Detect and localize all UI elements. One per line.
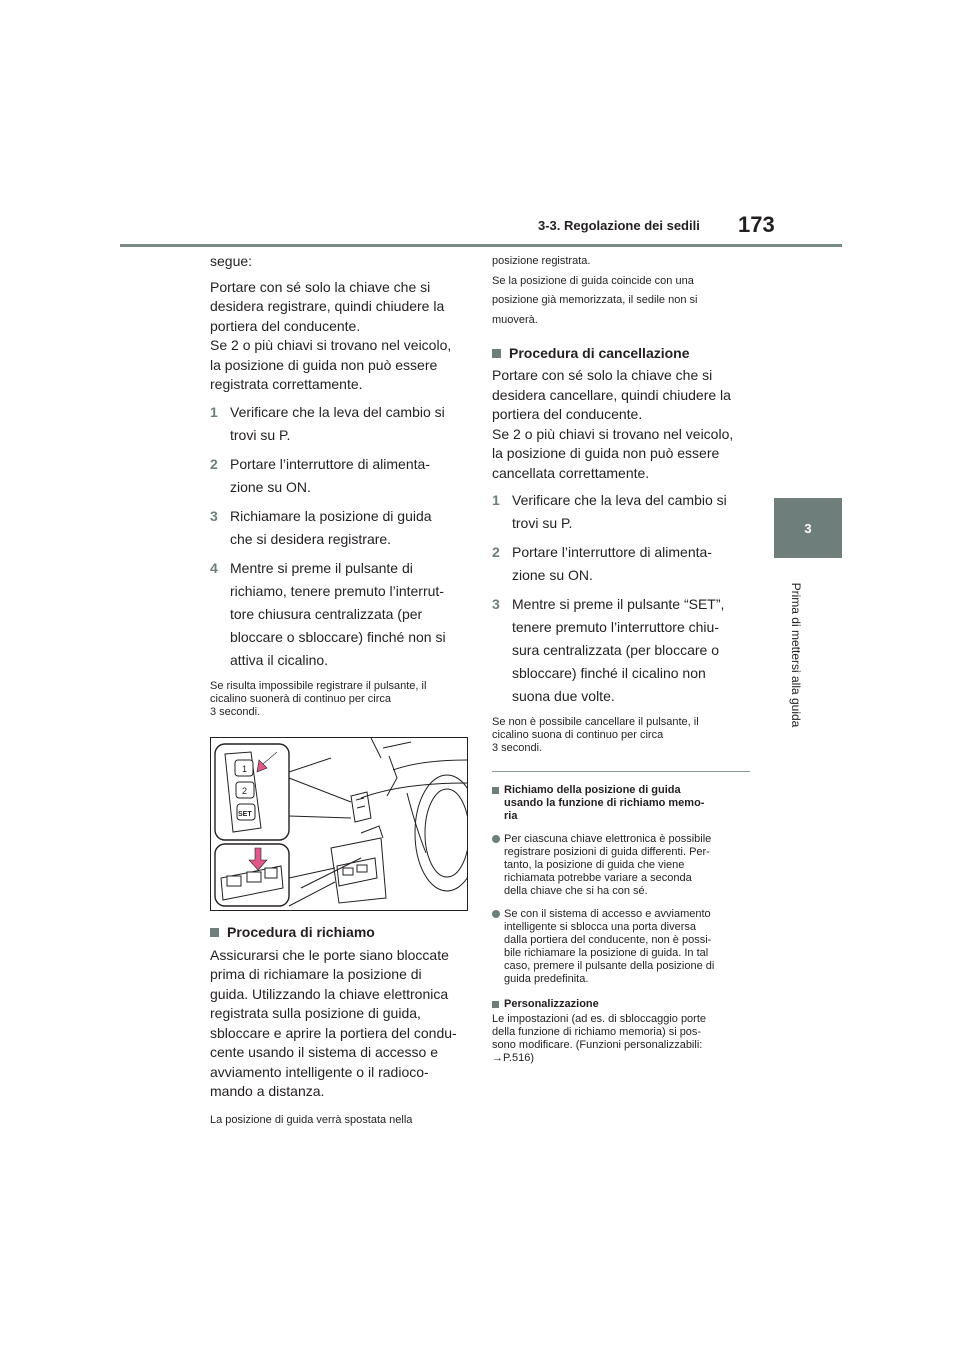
page-number: 173 [738, 212, 775, 237]
step-item [492, 593, 750, 708]
button-2-label: 2 [242, 785, 248, 796]
intro-text: Portare con sé solo la chiave che si desidera registrare, quindi chiudere la portiera del conducente. Se 2 o più chiavi si trovano nel veicolo, la posizione di guida non può essere registrata correttamente. [210, 278, 452, 392]
button-1-label: 1 [242, 763, 248, 774]
step-text: Verificare che la leva del cambio si trovi su P. [512, 492, 727, 531]
step-number: 1 [492, 492, 500, 508]
left-column [210, 252, 472, 1127]
button-set-label: SET [238, 810, 252, 818]
custom-heading-text: Personalizzazione [504, 998, 599, 1010]
recall-text: Assicurarsi che le porte siano bloccate prima di richiamare la posizione di guida. Utilizzando la chiave elettronica registrata sulla posizione di guida, sbloccare e aprire la portiera del condu- cente usando il sistema di accesso e avviamento intelligente o il radioco- mando a distanza. [210, 946, 457, 1099]
circle-bullet-icon [492, 910, 500, 918]
step-text: Mentre si preme il pulsante di richiamo, tenere premuto l’interrut- tore chiusura centralizzata (per bloccare o sbloccare) finché non si attiva il cicalino. [230, 559, 446, 668]
illustration-svg [211, 738, 467, 910]
cancel-heading [492, 344, 750, 363]
step-text: Portare l’interruttore di alimenta- zione su ON. [230, 455, 430, 495]
cancel-note: Se non è possibile cancellare il pulsante, il cicalino suona di continuo per circa 3 secondi. [492, 716, 699, 754]
section-divider [492, 771, 750, 772]
right-column [492, 252, 750, 1065]
step-number: 3 [492, 596, 500, 612]
step-item [210, 505, 472, 551]
step-item [492, 489, 750, 535]
cancel-text: Portare con sé solo la chiave che si desidera cancellare, quindi chiudere la portiera del conducente. Se 2 o più chiavi si trovano nel veicolo, la posizione di guida non può essere cancellata correttamente. [492, 367, 734, 481]
bullet-text: Per ciascuna chiave elettronica è possibile registrare posizioni di guida differenti. Per- tanto, la posizione di guida che viene richiamata potrebbe variare a seconda della chiave che si ha con sé. [504, 833, 712, 897]
step-text: Portare l’interruttore di alimenta- zione su ON. [512, 544, 712, 583]
step-number: 2 [210, 455, 218, 472]
register-note: Se risulta impossibile registrare il pulsante, il cicalino suonerà di continuo per circa 3 secondi. [210, 679, 427, 718]
step-item [492, 541, 750, 587]
section-title: 3-3. Regolazione dei sedili [538, 218, 700, 233]
recall-note: La posizione di guida verrà spostata nella [210, 1113, 413, 1126]
cancel-heading-text: Procedura di cancellazione [509, 345, 690, 361]
step-text: Richiamare la posizione di guida che si desidera registrare. [230, 507, 432, 547]
step-text: Mentre si preme il pulsante “SET”, tenere premuto l’interruttore chiu- sura centralizzata (per bloccare o sbloccare) finché il cicalino non suona due volte. [512, 596, 725, 704]
inset-lock-switch [215, 844, 289, 906]
recall-heading-text: Procedura di richiamo [227, 923, 375, 940]
custom-heading [492, 998, 750, 1011]
intro-label: segue: [210, 253, 253, 269]
step-item [210, 401, 472, 447]
inset-memory-buttons [215, 744, 289, 840]
list-item [492, 833, 750, 898]
recall-heading [210, 923, 472, 942]
chapter-title: Prima di mettersi alla guida [789, 582, 803, 728]
list-item [492, 908, 750, 986]
chapter-label [785, 565, 807, 745]
header-rule [120, 244, 842, 247]
step-number: 2 [492, 544, 500, 560]
memory-heading-text: Richiamo della posizione di guida usando la funzione di richiamo memo- ria [504, 784, 705, 822]
step-number: 4 [210, 559, 218, 576]
chapter-number: 3 [804, 520, 812, 536]
chapter-tab[interactable] [774, 498, 842, 558]
square-bullet-icon [492, 787, 499, 794]
square-bullet-icon [492, 349, 501, 358]
custom-text: Le impostazioni (ad es. di sbloccaggio porte della funzione di richiamo memoria) si pos- sono modificare. (Funzioni personalizzabili: →P.516) [492, 1013, 707, 1064]
step-text: Verificare che la leva del cambio si trovi su P. [230, 403, 445, 443]
step-number: 1 [210, 403, 218, 420]
square-bullet-icon [492, 1001, 499, 1008]
square-bullet-icon [210, 928, 219, 937]
continued-text: posizione registrata. Se la posizione di guida coincide con una posizione già memorizzata, il sedile non si muoverà. [492, 255, 698, 326]
bullet-text: Se con il sistema di accesso e avviamento intelligente si sblocca una porta diversa dalla portiera del conducente, non è possi- bile richiamare la posizione di guida. In tal caso, premere il pulsante della posizione di guida predefinita. [504, 908, 715, 985]
step-number: 3 [210, 507, 218, 524]
circle-bullet-icon [492, 835, 500, 843]
step-item [210, 557, 472, 672]
step-item [210, 453, 472, 499]
memory-button-illustration [210, 737, 468, 911]
memory-heading [492, 784, 750, 823]
